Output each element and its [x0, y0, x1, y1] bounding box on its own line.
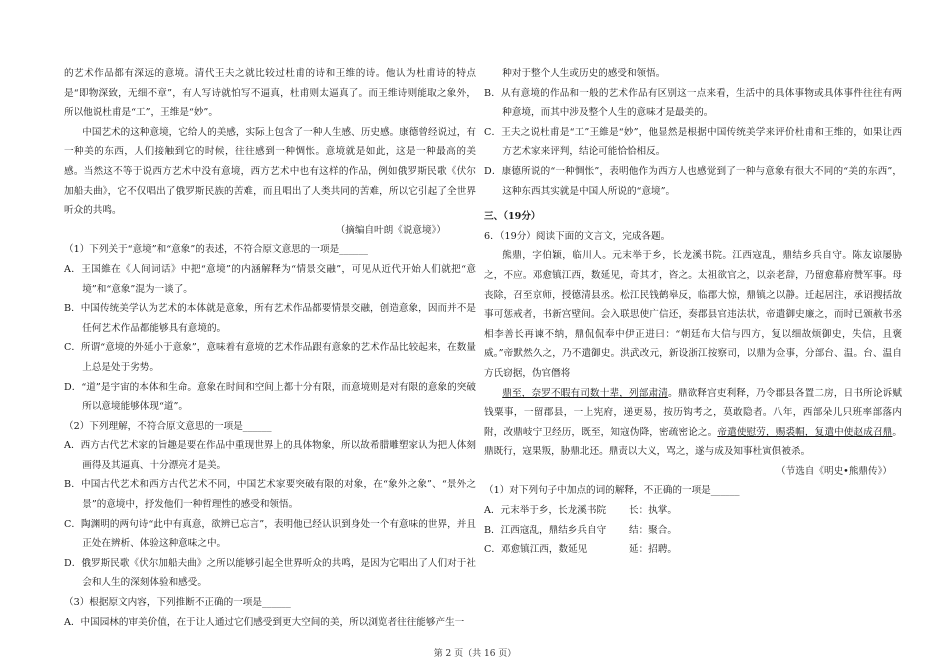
- page-footer: 第 2 页（共 16 页）: [433, 649, 517, 659]
- option-a: A．西方古代艺术家的旨趣是要在作品中重现世界上的具体物象，所以故希腊雕塑家认为把人体刻画得及其逼真、十分漂亮才是美。: [64, 440, 476, 471]
- option-row: [484, 501, 902, 521]
- question-stem: （1）下列关于“意境”和“意象”的表述，不符合原文意思的一项是______: [64, 244, 368, 256]
- option-b: B．中国古代艺术和西方古代艺术不同，中国艺术家要突破有限的对象，在“象外之象”、“景外之景”的意境中，抒发他们一种哲理性的感受和领悟。: [64, 479, 476, 511]
- option-a: A．中国园林的审美价值，在于让人通过它们感受到更大空间的美，所以浏览者往往能够产生一: [64, 616, 465, 628]
- question-stem: 6．（19分）阅读下面的文言文，完成各题。: [484, 230, 671, 242]
- option-d: D．“道”是宇宙的本体和生命。意象在时间和空间上都十分有限，而意境则是对有限的意象的突破所以意境能够体现“道”。: [64, 381, 476, 413]
- option-d: D．俄罗斯民歌《伏尔加船夫曲》之所以能够引起全世界听众的共鸣，是因为它唱出了人们对于社会和人生的深刻体验和感受。: [64, 557, 476, 589]
- right-column: [484, 64, 902, 560]
- option-explanation: 延：招聘。: [629, 544, 677, 556]
- underlined-sentence: 帝遣使慰劳，赐裘帽，复遣中使赵成召鼎: [717, 426, 893, 438]
- question-stem: （1）对下列句子中加点的词的解释，不正确的一项是______: [484, 485, 740, 497]
- section-heading: 三、（19分）: [484, 211, 541, 223]
- option-row: [484, 540, 902, 560]
- passage-source: （摘编自叶朗《说意境》）: [335, 224, 446, 236]
- option-c: C．所谓“意境的外延小于意象”，意味着有意境的艺术作品跟有意象的艺术作品比较起来，在数量上总是处于劣势。: [64, 342, 476, 373]
- option-d: D．康德所说的“一种惆怅”，表明他作为西方人也感觉到了一种与意象有很大不同的“美的东西”，这种东西其实就是中国人所说的“意境”。: [484, 165, 902, 197]
- classical-source: （节选自《明史•熊鼎传》）: [776, 465, 892, 477]
- option-continuation: 种对于整个人生或历史的感受和领悟。: [502, 68, 666, 79]
- option-row: [484, 521, 902, 541]
- classical-passage: [484, 246, 902, 383]
- option-explanation: 结：聚合。: [629, 524, 677, 536]
- option-b: B．中国传统美学认为艺术的本体就是意象，所有艺术作品都要情景交融，创造意象，因而并不是任何艺术作品都能够具有意境的。: [64, 303, 476, 334]
- classical-passage-underlined: [484, 384, 902, 462]
- option-explanation: 长：执掌。: [629, 505, 677, 517]
- classical-text-part: 熊鼎，字伯颖，临川人。元末举于乡，长龙溪书院。江西寇乱，鼎结乡兵自守。陈友谅屡胁之，不应。邓愈镇江西，数延见，奇其才，咨之。太祖欲官之，以亲老辞，乃留愈幕府赞军事。母丧除，召至京师，授德清县丞。松江民钱鹤皋反，临郡大惊，鼎镇之以静。迁起居注，承诏搜括故事可惩戒者，书新宫壁间。会入联思使广信还，奏郡县官违法状，帝遣御史廉之，而时已颁赦书丞相李善长再谏不纳，鼎侃侃奉中伊正进曰：“朝廷布大信与四方，复以细故烦御史，失信，且褒威。”帝默然久之，乃不遣御史。洪武改元，新设浙江按察司，以鼎为佥事，分部台、温。台、温自方氏窃据，伪官僭将: [484, 250, 902, 379]
- passage-paragraph: 中国艺术的这种意境，它给人的美感，实际上包含了一种人生感、历史感。康德曾经说过，有一种美的东西，人们接触到它的时候，往往感到一种惆怅。意境就是如此，这是一种最高的美感。当然这不等于说西方艺术中没有意境，西方艺术中也有这样的作品，例如俄罗斯民歌《伏尔加船夫曲》，它不仅唱出了俄罗斯民族的苦难，而且唱出了人类共同的苦难，所以它引起了全世界听众的共鸣。: [64, 126, 476, 217]
- question-stem: （3）根据原文内容，下列推断不正确的一项是______: [64, 597, 291, 609]
- option-c: C．陶渊明的两句诗“此中有真意，欲辨已忘言”，表明他已经认识到身处一个有意味的世界，并且正处在辨析、体验这种意味之中。: [64, 518, 476, 550]
- underlined-sentence: 鼎至，奈罗不暇有司数十辈，列部肃清: [502, 387, 669, 399]
- passage-paragraph: 的艺术作品都有深远的意境。清代王夫之就比较过杜甫的诗和王维的诗。他认为杜甫诗的特点是“即物深致，无细不章”，有人写诗就怕写不逼真，杜甫则太逼真了。而王维诗则能取之象外，所以他说杜甫是“工”，王维是“妙”。: [64, 68, 476, 119]
- left-column: [64, 64, 476, 632]
- option-sentence: C．邓愈镇江西，数延见: [484, 544, 588, 556]
- option-sentence: B．江西寇乱，鼎结乡兵自守: [484, 524, 607, 536]
- classical-text-part: 。鼎欲释宫吏利释，乃令郡县各置二房，日书所论诉赋钱粟事，一留郡县，一上宪府，递更易，按历钩考之，莫敢隐者。八年，西部朵儿只班率部落内附，改鼎岐宁卫经历，既至，知寇伪降，密疏密论之。: [484, 387, 903, 438]
- classical-text-part: 。鼎既行，寇果叛，胁鼎北还。鼎责以大义，骂之，遂与成及知事杜寅俱被杀。: [484, 426, 902, 458]
- option-b: B．从有意境的作品和一般的艺术作品有区别这一点来看，生活中的具体事物或具体事件往往有两种意境，而其中涉及整个人生的意味才是最美的。: [484, 87, 902, 119]
- option-a: A．王国維在《人间词话》中把“意境”的内涵解释为“情景交融”，可见从近代开始人们就把“意境”和“意象”混为一谈了。: [64, 263, 476, 295]
- option-sentence: A．元末举于乡，长龙溪书院: [484, 505, 607, 517]
- option-c: C．王夫之说杜甫是“工”王維是“妙”，他显然是根据中国传统美学来评价杜甫和王维的，如果让西方艺术家来评判，结论可能恰恰相反。: [484, 126, 902, 158]
- question-stem: （2）下列理解，不符合原文意思的一项是______: [64, 420, 272, 432]
